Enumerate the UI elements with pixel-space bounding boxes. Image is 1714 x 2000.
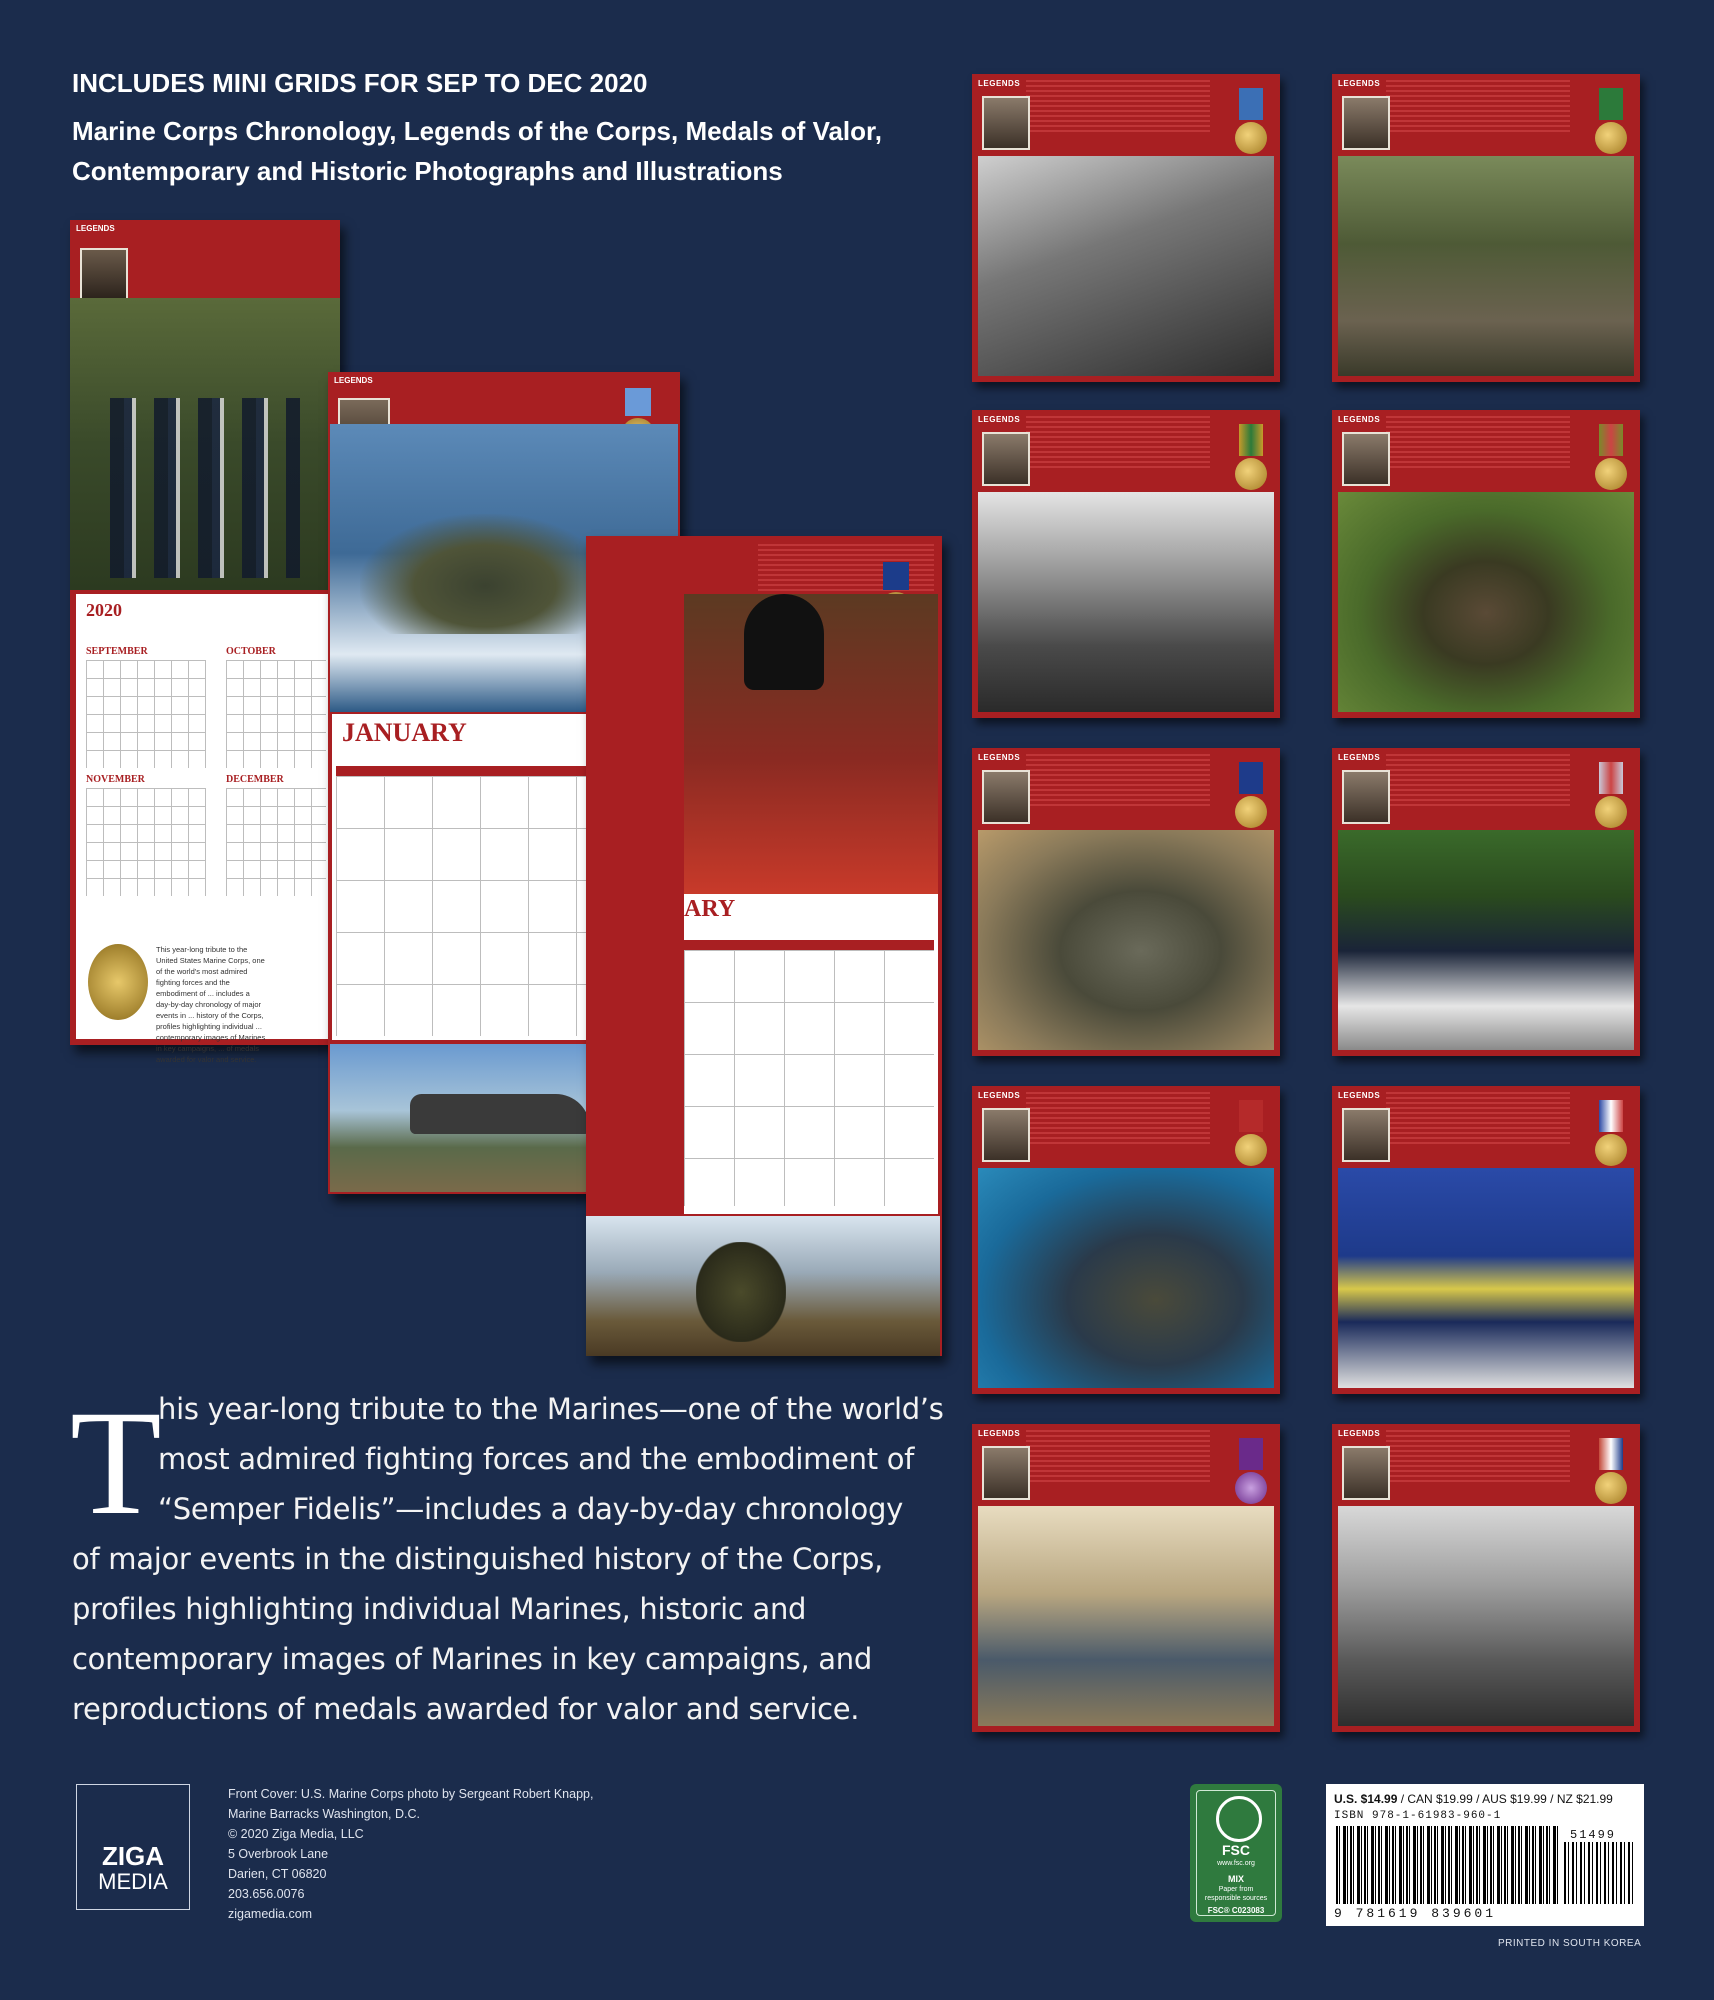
photo-bw-helicopter xyxy=(978,492,1274,712)
credit-line: Marine Barracks Washington, D.C. xyxy=(228,1807,420,1821)
dec-grid xyxy=(226,788,326,896)
legend-tag: LEGENDS xyxy=(1338,1091,1381,1100)
legend-tag: LEGENDS xyxy=(978,79,1021,88)
thumb-month-7 xyxy=(972,1086,1280,1394)
text-block xyxy=(1026,754,1210,808)
photo-drill xyxy=(1338,156,1634,376)
legend-tag: LEGENDS xyxy=(1338,415,1381,424)
photo-bw-jet xyxy=(978,156,1274,376)
legend-tag: LEGENDS xyxy=(978,1429,1021,1438)
photo-jungle xyxy=(1338,492,1634,712)
legend-tag: LEGENDS xyxy=(1338,1429,1381,1438)
legend-tag: LEGENDS xyxy=(1338,79,1381,88)
emblem-icon xyxy=(88,944,148,1020)
credit-line: 203.656.0076 xyxy=(228,1887,305,1901)
credit-line: Darien, CT 06820 xyxy=(228,1867,327,1881)
portrait xyxy=(982,1108,1030,1162)
medal-icon xyxy=(1234,88,1268,160)
nov-grid xyxy=(86,788,206,896)
medal-icon xyxy=(1594,424,1628,496)
fsc-badge xyxy=(1190,1784,1282,1922)
text-block xyxy=(1386,80,1570,134)
fsc-url: www.fsc.org xyxy=(1217,1860,1255,1867)
body-line-1: his year-long tribute to the Marines—one of the world’s xyxy=(158,1392,944,1426)
fsc-label: FSC xyxy=(1222,1842,1250,1858)
text-block xyxy=(1386,416,1570,470)
photo-helicopter xyxy=(978,830,1274,1050)
text-block xyxy=(1026,80,1210,134)
thumb-month-4 xyxy=(1332,410,1640,718)
text-block xyxy=(1386,1430,1570,1484)
text-block xyxy=(1386,754,1570,808)
photo-blue-angels xyxy=(1338,1168,1634,1388)
credit-line: 5 Overbrook Lane xyxy=(228,1847,329,1861)
thumb-month-9 xyxy=(972,1424,1280,1732)
fsc-code: FSC® C023083 xyxy=(1207,1906,1265,1915)
portrait xyxy=(982,770,1030,824)
photo-soldier xyxy=(586,1216,940,1356)
logo-line-1: ZIGA xyxy=(101,1841,165,1871)
text-block xyxy=(1386,1092,1570,1146)
portrait xyxy=(1342,432,1390,486)
thumb-month-10 xyxy=(1332,1424,1640,1732)
body-line-4: of major events in the distinguished history of the Corps, xyxy=(72,1542,883,1576)
legend-tag: LEGENDS xyxy=(1338,753,1381,762)
thumb-month-6 xyxy=(1332,748,1640,1056)
text-block xyxy=(1026,1092,1210,1146)
month-november: NOVEMBER xyxy=(86,774,145,785)
thumb-month-1 xyxy=(972,74,1280,382)
february-sheet xyxy=(684,894,938,1214)
oct-grid xyxy=(226,660,326,768)
medal-icon xyxy=(1234,424,1268,496)
addon-bars xyxy=(1564,1842,1634,1904)
barcode-box xyxy=(1326,1784,1644,1926)
drop-cap: T xyxy=(70,1380,162,1546)
portrait xyxy=(1342,770,1390,824)
price-rest: / CAN $19.99 / AUS $19.99 / NZ $21.99 xyxy=(1400,1792,1613,1806)
thumb-month-2 xyxy=(1332,74,1640,382)
legend-tag: LEGENDS xyxy=(978,415,1021,424)
price-us: U.S. $14.99 xyxy=(1334,1792,1398,1806)
medal-icon xyxy=(1594,1100,1628,1172)
portrait xyxy=(1342,96,1390,150)
legend-tag: LEGENDS xyxy=(334,376,373,385)
medal-icon xyxy=(1594,1438,1628,1510)
credit-line: © 2020 Ziga Media, LLC xyxy=(228,1827,364,1841)
barcode-digits: 9 781619 839601 xyxy=(1334,1906,1497,1921)
fsc-tree-icon xyxy=(1216,1796,1262,1842)
photo-band xyxy=(684,594,938,894)
credit-line: Front Cover: U.S. Marine Corps photo by Sergeant Robert Knapp, xyxy=(228,1787,594,1801)
february-grid xyxy=(684,950,934,1206)
fsc-mix: MIX xyxy=(1227,1874,1244,1884)
month-january: JANUARY xyxy=(342,718,467,747)
collage-page-february xyxy=(586,536,942,1356)
logo-line-2: MEDIA xyxy=(98,1869,168,1894)
body-line-5: profiles highlighting individual Marines, historic and xyxy=(72,1592,807,1626)
month-february-partial: ARY xyxy=(684,896,736,922)
price-line xyxy=(1334,1792,1613,1806)
year-title: 2020 xyxy=(86,600,122,620)
legend-tag: LEGENDS xyxy=(978,1091,1021,1100)
sep-grid xyxy=(86,660,206,768)
portrait xyxy=(1342,1446,1390,1500)
publisher-credits xyxy=(228,1784,593,1924)
collage-blurb: This year-long tribute to the United States Marine Corps, one of the world's most admired fighting forces and the embodiment of ... includes a day-by-day chronology of major events in ... history of the Corps, profiles highlighting individual ... contemporary images of Marines in key campaigns, ... of medals awarded for valor and service. xyxy=(156,945,266,1064)
body-line-3: “Semper Fidelis”—includes a day-by-day chronology xyxy=(158,1492,903,1526)
text-block xyxy=(1026,1430,1210,1484)
credit-line: zigamedia.com xyxy=(228,1907,313,1921)
medal-icon xyxy=(1594,762,1628,834)
photo-painting xyxy=(978,1506,1274,1726)
collage-page-minigrids xyxy=(70,220,340,1064)
header-features-line2: Contemporary and Historic Photographs and Illustrations xyxy=(72,156,783,186)
portrait xyxy=(982,1446,1030,1500)
body-line-6: contemporary images of Marines in key campaigns, and xyxy=(72,1642,872,1676)
month-december: DECEMBER xyxy=(226,774,284,785)
medal-icon xyxy=(1594,88,1628,160)
thumb-month-5 xyxy=(972,748,1280,1056)
header-features-line1: Marine Corps Chronology, Legends of the Corps, Medals of Valor, xyxy=(72,116,882,146)
printed-in: PRINTED IN SOUTH KOREA xyxy=(1498,1938,1642,1949)
header-includes: INCLUDES MINI GRIDS FOR SEP TO DEC 2020 xyxy=(72,68,648,98)
thumb-month-8 xyxy=(1332,1086,1640,1394)
body-line-7: reproductions of medals awarded for valor and service. xyxy=(72,1692,860,1726)
photo-honor-guard xyxy=(70,298,340,590)
portrait xyxy=(80,248,128,302)
month-september: SEPTEMBER xyxy=(86,646,148,657)
portrait xyxy=(982,432,1030,486)
portrait xyxy=(1342,1108,1390,1162)
photo-gunner xyxy=(978,1168,1274,1388)
legend-tag: LEGENDS xyxy=(978,753,1021,762)
addon-code: 51499 xyxy=(1570,1828,1617,1842)
weekday-bar xyxy=(684,940,934,950)
fsc-responsible: responsible sources xyxy=(1204,1895,1268,1902)
isbn: ISBN 978-1-61983-960-1 xyxy=(1334,1810,1502,1822)
legend-tag: LEGENDS xyxy=(76,224,115,233)
body-line-2: most admired fighting forces and the embodiment of xyxy=(158,1442,915,1476)
minigrid-sheet xyxy=(76,594,334,1064)
medal-icon xyxy=(1234,762,1268,834)
medal-icon xyxy=(1234,1438,1268,1510)
photo-parade xyxy=(1338,830,1634,1050)
medal-icon xyxy=(1234,1100,1268,1172)
photo-bw-jeep xyxy=(1338,1506,1634,1726)
month-october: OCTOBER xyxy=(226,646,276,657)
barcode-bars xyxy=(1336,1826,1558,1904)
fsc-paper: Paper from xyxy=(1218,1886,1254,1893)
text-block xyxy=(1026,416,1210,470)
ziga-media-logo xyxy=(76,1784,190,1910)
thumb-month-3 xyxy=(972,410,1280,718)
portrait xyxy=(982,96,1030,150)
